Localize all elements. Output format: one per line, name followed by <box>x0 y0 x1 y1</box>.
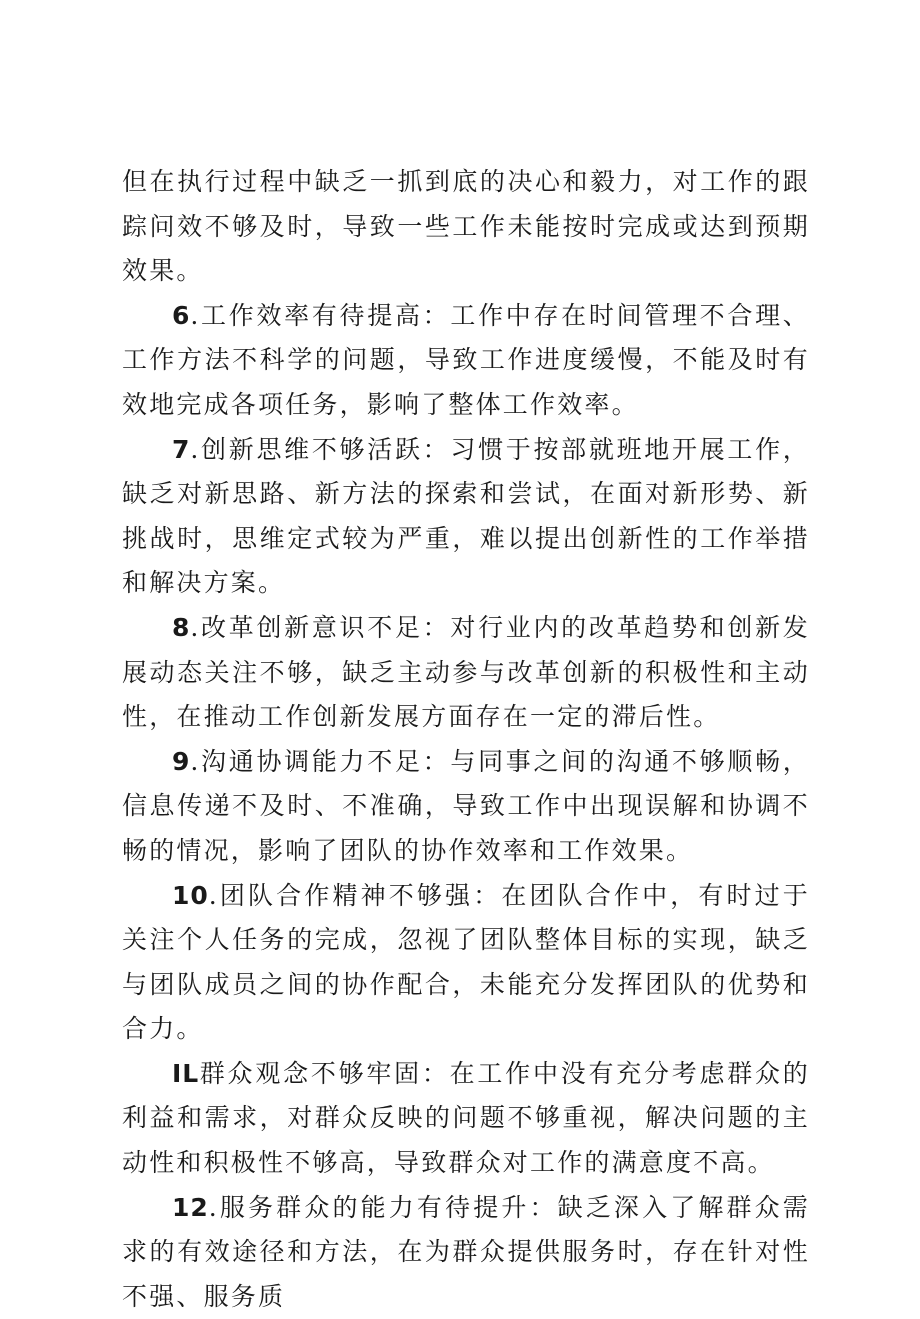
paragraph-text: .工作效率有待提高：工作中存在时间管理不合理、工作方法不科学的问题，导致工作进度缓慢，不能及时有效地完成各项任务，影响了整体工作效率。 <box>122 300 810 419</box>
paragraph-item-8 <box>122 606 810 740</box>
item-number: 9 <box>172 746 191 776</box>
item-number: 8 <box>172 612 191 642</box>
paragraph-text: .沟通协调能力不足：与同事之间的沟通不够顺畅，信息传递不及时、不准确，导致工作中出现误解和协调不畅的情况，影响了团队的协作效率和工作效果。 <box>122 746 810 865</box>
item-number: 7 <box>172 434 191 464</box>
paragraph-continuation <box>122 160 810 294</box>
paragraph-text: .改革创新意识不足：对行业内的改革趋势和创新发展动态关注不够，缺乏主动参与改革创新的积极性和主动性，在推动工作创新发展方面存在一定的滞后性。 <box>122 612 810 732</box>
paragraph-text: .创新思维不够活跃：习惯于按部就班地开展工作，缺乏对新思路、新方法的探索和尝试，在面对新形势、新挑战时，思维定式较为严重，难以提出创新性的工作举措和解决方案。 <box>122 434 810 598</box>
document-body <box>122 160 810 1319</box>
paragraph-item-6 <box>122 294 810 428</box>
item-number: 12 <box>172 1192 209 1222</box>
paragraph-item-10 <box>122 874 810 1052</box>
paragraph-text: .团队合作精神不够强：在团队合作中，有时过于关注个人任务的完成，忽视了团队整体目标的实现，缺乏与团队成员之间的协作配合，未能充分发挥团队的优势和合力。 <box>122 880 810 1044</box>
paragraph-item-9 <box>122 740 810 874</box>
item-number: IL <box>172 1058 200 1088</box>
paragraph-item-7 <box>122 428 810 606</box>
item-number: 10 <box>172 880 209 910</box>
paragraph-item-12 <box>122 1186 810 1319</box>
item-number: 6 <box>172 300 191 330</box>
paragraph-text: 但在执行过程中缺乏一抓到底的决心和毅力，对工作的跟踪问效不够及时，导致一些工作未能按时完成或达到预期效果。 <box>122 167 810 286</box>
paragraph-text: .服务群众的能力有待提升：缺乏深入了解群众需求的有效途径和方法，在为群众提供服务时，存在针对性不强、服务质 <box>122 1192 810 1311</box>
paragraph-text: 群众观念不够牢固：在工作中没有充分考虑群众的利益和需求，对群众反映的问题不够重视，解决问题的主动性和积极性不够高，导致群众对工作的满意度不高。 <box>122 1058 810 1178</box>
paragraph-item-11 <box>122 1052 810 1186</box>
